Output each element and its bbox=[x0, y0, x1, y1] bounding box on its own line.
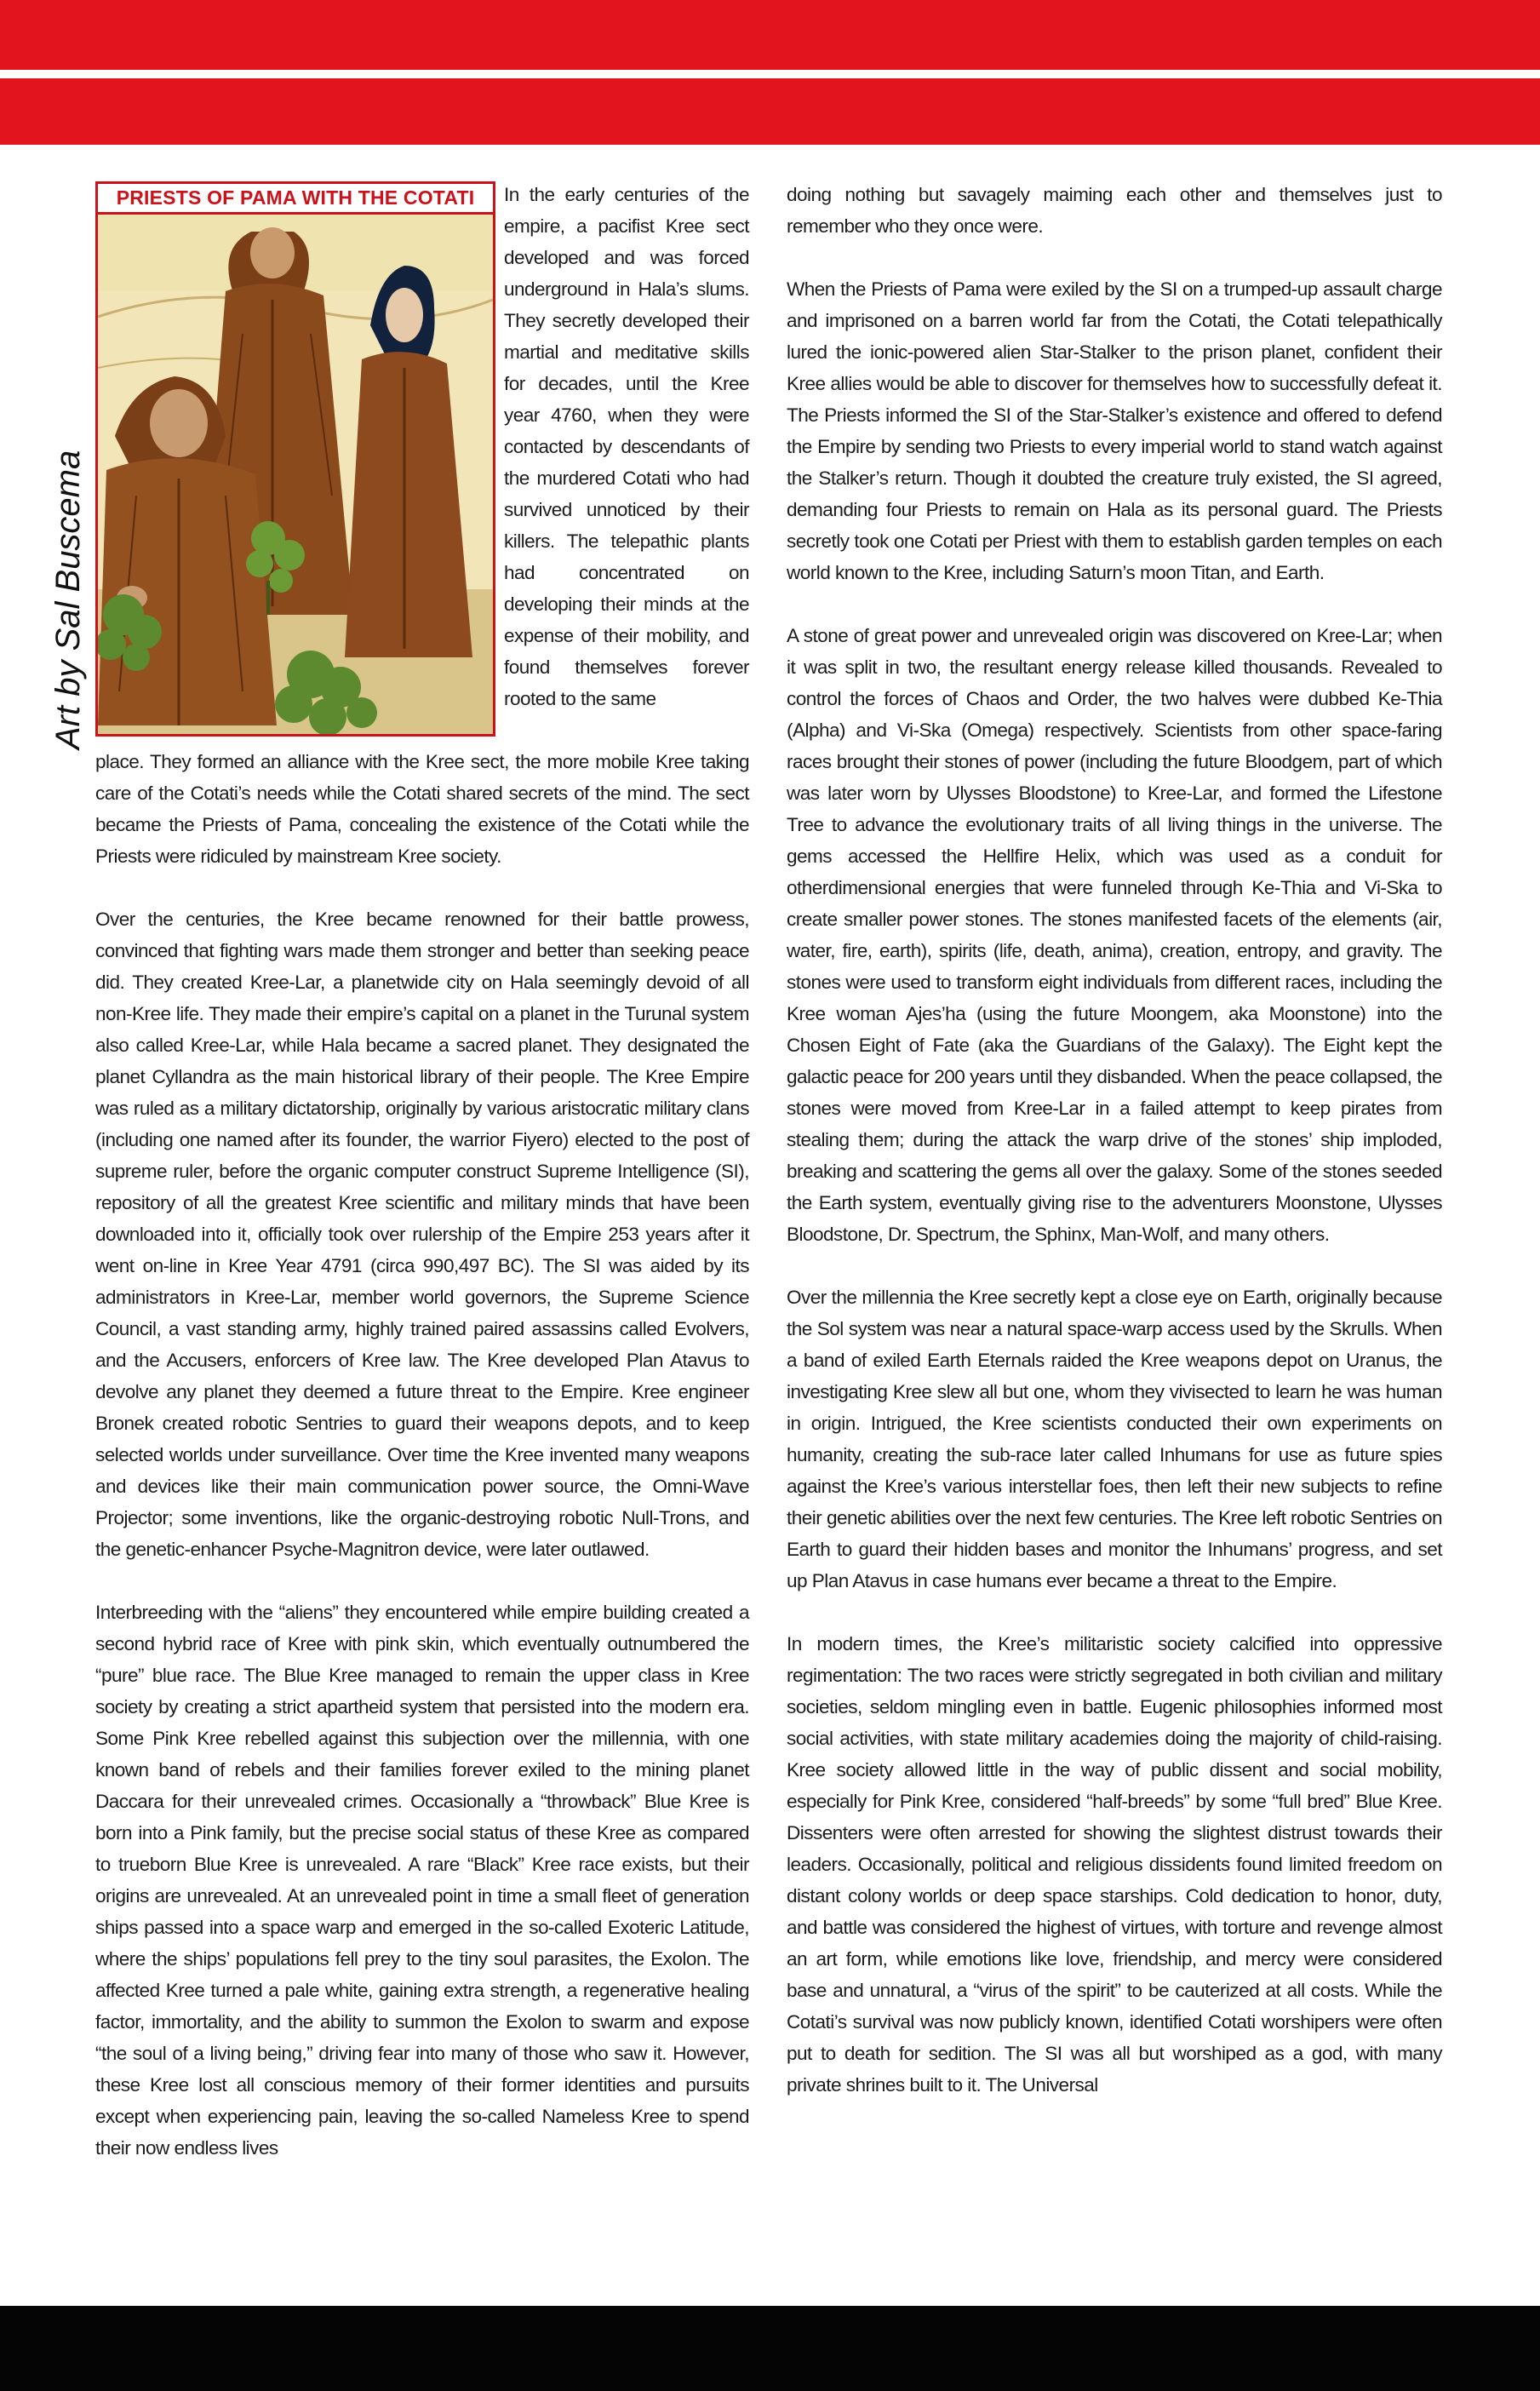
header-stripe bbox=[0, 70, 1540, 78]
footer-band bbox=[0, 2306, 1540, 2391]
right-column-text bbox=[787, 179, 1442, 2132]
paragraph-pama-intro: In the early centuries of the empire, a pacifist Kree sect developed and was forced underground in Hala’s slums. They secretly developed their martial and meditative skills for decades, until the Kree year 4760, when they were contacted by descendants of the murdered Cotati who had survived unnoticed by their killers. The telepathic plants had concentrated on developing their minds at the expense of their mobility, and found themselves forever rooted to the same bbox=[504, 184, 749, 709]
header-band bbox=[0, 0, 1540, 145]
art-credit: Art by Sal Buscema bbox=[49, 450, 87, 749]
priest-front-head bbox=[150, 389, 208, 457]
illustration-caption: PRIESTS OF PAMA WITH THE COTATI bbox=[98, 184, 493, 215]
paragraph-earth-watch: Over the millennia the Kree secretly kept a close eye on Earth, originally because the Sol system was near a natural space-warp access used by the Skrulls. When a band of exiled Earth Eternals raided the Kree weapons depot on Uranus, the investigating Kree slew all but one, whom they vivisected to learn he was human in origin. Intrigued, the Kree scientists conducted their own experiments on humanity, creating the sub-race later called Inhumans for use as future spies against the Kree’s various interstellar foes, then left their new subjects to refine their genetic abilities over the next few centuries. The Kree left robotic Sentries on Earth to guard their hidden bases and monitor the Inhumans’ progress, and set up Plan Atavus in case humans ever became a threat to the Empire. bbox=[787, 1287, 1442, 1591]
paragraph-modern-times: In modern times, the Kree’s militaristic society calcified into oppressive regimentation: The two races were strictly segregated in both civilian and military societies, seldom mingling even in battle. Eugenic philosophies informed most social activities, with state military academies doing the majority of child-raising. Kree society allowed little in the way of public dissent and social mobility, especially for Pink Kree, considered “half-breeds” by some “full bred” Blue Kree. Dissenters were often arrested for showing the slightest distrust towards their leaders. Occasionally, political and religious dissidents found limited freedom on distant colony worlds or deep space starships. Cold dedication to honor, duty, and battle was considered the highest of virtues, with torture and revenge almost an art form, while emotions like love, friendship, and mercy were considered base and unnatural, a “virus of the spirit” to be cauterized at all costs. While the Cotati’s survival was now publicly known, identified Cotati worshipers were often put to death for sedition. The SI was all but worshiped as a god, with many private shrines built to it. The Universal bbox=[787, 1633, 1442, 2096]
woman-face bbox=[386, 288, 423, 342]
paragraph-interbreeding: Interbreeding with the “aliens” they encountered while empire building created a second hybrid race of Kree with pink skin, which eventually outnumbered the “pure” blue race. The Blue Kree managed to remain the upper class in Kree society by creating a strict apartheid system that persisted into the modern era. Some Pink Kree rebelled against this subjection over the millennia, with one known band of rebels and their families forever exiled to the mining planet Daccara for their unrevealed crimes. Occasionally a “throwback” Blue Kree is born into a Pink family, but the precise social status of these Kree as compared to trueborn Blue Kree is unrevealed. A rare “Black” Kree race exists, but their origins are unrevealed. At an unrevealed point in time a small fleet of generation ships passed into a space warp and emerged in the so-called Exoteric Latitude, where the ships’ populations fell prey to the tiny soul parasites, the Exolon. The affected Kree turned a pale white, gaining extra strength, a regenerative healing factor, immortality, and the ability to summon the Exolon to swarm and expose “the soul of a living being,” driving fear into many of those who saw it. However, these Kree lost all conscious memory of their former identities and pursuits except when experiencing pain, leaving the so-called Nameless Kree to spend their now endless lives bbox=[95, 1602, 749, 2159]
left-column-wrap-text bbox=[504, 179, 749, 714]
priests-illustration bbox=[98, 215, 493, 734]
left-column-text bbox=[95, 746, 749, 2195]
paragraph-pama-continued: place. They formed an alliance with the Kree sect, the more mobile Kree taking care of the Cotati’s needs while the Cotati shared secrets of the mind. The sect became the Priests of Pama, concealing the existence of the Cotati while the Priests were ridiculed by mainstream Kree society. bbox=[95, 751, 749, 867]
priest-back-head bbox=[250, 227, 295, 278]
paragraph-battle-prowess: Over the centuries, the Kree became renowned for their battle prowess, convinced that fighting wars made them stronger and better than seeking peace did. They created Kree-Lar, a planetwide city on Hala seemingly devoid of all non-Kree life. They made their empire’s capital on a planet in the Turunal system also called Kree-Lar, while Hala became a sacred planet. They designated the planet Cyllandra as the main historical library of their people. The Kree Empire was ruled as a military dictatorship, originally by various aristocratic military clans (including one named after its founder, the warrior Fiyero) elected to the post of supreme ruler, before the organic computer construct Supreme Intelligence (SI), repository of all the greatest Kree scientific and military minds that have been downloaded into it, officially took over rulership of the Empire 253 years after it went on-line in Kree Year 4791 (circa 990,497 BC). The SI was aided by its administrators in Kree-Lar, member world governors, the Supreme Science Council, a vast standing army, highly trained paired assassins called Evolvers, and the Accusers, enforcers of Kree law. The Kree developed Plan Atavus to devolve any planet they deemed a future threat to the Empire. Kree engineer Bronek created robotic Sentries to guard their weapons depots, and to keep selected worlds under surveillance. Over time the Kree invented many weapons and devices like their main communication power source, the Omni-Wave Projector; some inventions, like the organic-destroying robotic Null-Trons, and the genetic-enhancer Psyche-Magnitron device, were later outlawed. bbox=[95, 909, 749, 1560]
illustration-panel bbox=[95, 181, 495, 737]
paragraph-stone-of-power: A stone of great power and unrevealed origin was discovered on Kree-Lar; when it was split in two, the resultant energy release killed thousands. Revealed to control the forces of Chaos and Order, the two halves were dubbed Ke-Thia (Alpha) and Vi-Ska (Omega) respectively. Scientists from other space-faring races brought their stones of power (including the future Bloodgem, part of which was later worn by Ulysses Bloodstone) to Kree-Lar, and formed the Lifestone Tree to advance the evolutionary traits of all living things in the universe. The gems accessed the Hellfire Helix, which was used as a conduit for otherdimensional energies that were funneled through Ke-Thia and Vi-Ska to create smaller power stones. The stones manifested facets of the elements (air, water, fire, earth), spirits (life, death, anima), creation, entropy, and gravity. The stones were used to transform eight individuals from different races, including the Kree woman Ajes’ha (using the future Moongem, aka Moonstone) into the Chosen Eight of Fate (aka the Guardians of the Galaxy). The Eight kept the galactic peace for 200 years until they disbanded. When the peace collapsed, the stones were moved from Kree-Lar in a failed attempt to keep pirates from stealing them; during the attack the warp drive of the stones’ ship imploded, breaking and scattering the gems all over the galaxy. Some of the stones seeded the Earth system, eventually giving rise to the adventurers Moonstone, Ulysses Bloodstone, Dr. Spectrum, the Sphinx, Man-Wolf, and many others. bbox=[787, 625, 1442, 1245]
paragraph-nameless-kree: doing nothing but savagely maiming each other and themselves just to remember who they once were. bbox=[787, 184, 1442, 237]
paragraph-priests-exiled: When the Priests of Pama were exiled by the SI on a trumped-up assault charge and imprisoned on a barren world far from the Cotati, the Cotati telepathically lured the ionic-powered alien Star-Stalker to the prison planet, confident their Kree allies would be able to discover for themselves how to successfully defeat it. The Priests informed the SI of the Star-Stalker’s existence and offered to defend the Empire by sending two Priests to every imperial world to stand watch against the Stalker’s return. Though it doubted the creature truly existed, the SI agreed, demanding four Priests to remain on Hala as its personal guard. The Priests secretly took one Cotati per Priest with them to establish garden temples on each world known to the Kree, including Saturn’s moon Titan, and Earth. bbox=[787, 278, 1442, 583]
